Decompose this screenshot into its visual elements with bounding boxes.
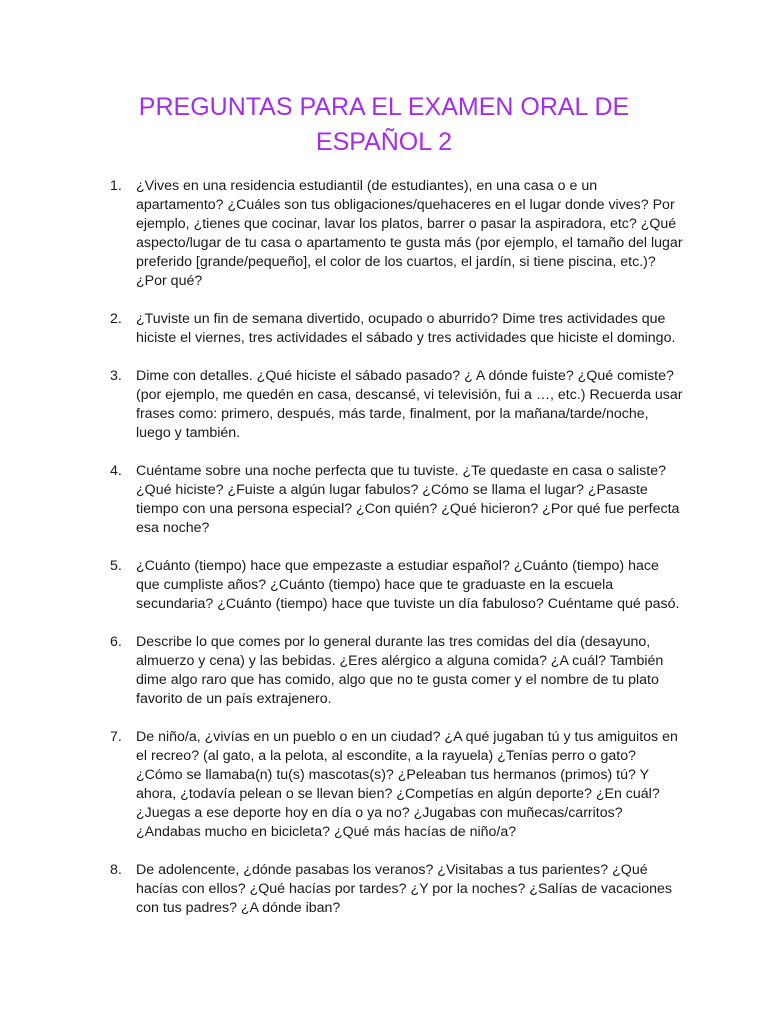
question-number: 3. xyxy=(110,368,122,384)
question-text: ¿Cuánto (tiempo) hace que empezaste a estudiar español? ¿Cuánto (tiempo) hace que cumpliste años? ¿Cuánto (tiempo) hace que te graduaste en la escuela secundaria? ¿Cuánto (tiempo) hace que tuviste un día fabuloso? Cuéntame qué pasó. xyxy=(136,558,680,612)
question-text: De niño/a, ¿vivías en un pueblo o en un ciudad? ¿A qué jugaban tú y tus amiguitos en el recreo? (al gato, a la pelota, al escondite, a la rayuela) ¿Tenías perro o gato? ¿Cómo se llamaba(n) tu(s) mascotas(s)? ¿Peleaban tus hermanos (primos) tú? Y ahora, ¿todavía pelean o se llevan bien? ¿Competías en algún deporte? ¿En cuál? ¿Juegas a ese deporte hoy en día o ya no? ¿Jugabas con muñecas/carritos? ¿Andabas mucho en bicicleta? ¿Qué más hacías de niño/a? xyxy=(136,729,678,840)
title-line-1: PREGUNTAS PARA EL EXAMEN ORAL DE xyxy=(138,93,630,121)
question-number: 6. xyxy=(110,634,122,650)
question-item xyxy=(110,633,685,709)
question-text: ¿Tuviste un fin de semana divertido, ocupado o aburrido? Dime tres actividades que hiciste el viernes, tres actividades el sábado y tres actividades que hiciste el domingo. xyxy=(136,311,676,346)
question-text: Cuéntame sobre una noche perfecta que tu tuviste. ¿Te quedaste en casa o saliste? ¿Qué hiciste? ¿Fuiste a algún lugar fabulos? ¿Cómo se llama el lugar? ¿Pasaste tiempo con una persona especial? ¿Con quién? ¿Qué hicieron? ¿Por qué fue perfecta esa noche? xyxy=(136,463,680,536)
question-item xyxy=(110,367,685,443)
question-text: Describe lo que comes por lo general durante las tres comidas del día (desayuno, almuerzo y cena) y las bebidas. ¿Eres alérgico a alguna comida? ¿A cuál? También dime algo raro que has comido, algo que no te gusta comer y el nombre de tu plato favorito de un país extrajenero. xyxy=(136,634,664,707)
question-list xyxy=(110,177,685,937)
question-number: 1. xyxy=(110,178,122,194)
question-item xyxy=(110,462,685,538)
question-number: 7. xyxy=(110,729,122,745)
question-number: 4. xyxy=(110,463,122,479)
title-line-2: ESPAÑOL 2 xyxy=(315,128,453,156)
question-number: 2. xyxy=(110,311,122,327)
question-item xyxy=(110,557,685,614)
question-item xyxy=(110,861,685,918)
question-item xyxy=(110,310,685,348)
question-text: Dime con detalles. ¿Qué hiciste el sábado pasado? ¿ A dónde fuiste? ¿Qué comiste? (por ejemplo, me quedén en casa, descansé, vi televisión, fui a …, etc.) Recuerda usar frases como: primero, después, más tarde, finalment, por la mañana/tarde/noche, luego y también. xyxy=(136,368,683,441)
question-number: 8. xyxy=(110,862,122,878)
question-text: De adolencente, ¿dónde pasabas los veranos? ¿Visitabas a tus parientes? ¿Qué hacías con ellos? ¿Qué hacías por tardes? ¿Y por la noches? ¿Salías de vacaciones con tus padres? ¿A dónde iban? xyxy=(136,862,673,916)
document-title xyxy=(0,90,768,160)
question-text: ¿Vives en una residencia estudiantil (de estudiantes), en una casa o e un apartamento? ¿Cuáles son tus obligaciones/quehaceres en el lugar donde vives? Por ejemplo, ¿tienes que cocinar, lavar los platos, barrer o pasar la aspiradora, etc? ¿Qué aspecto/lugar de tu casa o apartamento te gusta más (por ejemplo, el tamaño del lugar preferido [grande/pequeño], el color de los cuartos, el jardín, si tiene piscina, etc.)? ¿Por qué? xyxy=(136,178,683,289)
question-item xyxy=(110,728,685,842)
question-item xyxy=(110,177,685,291)
question-number: 5. xyxy=(110,558,122,574)
